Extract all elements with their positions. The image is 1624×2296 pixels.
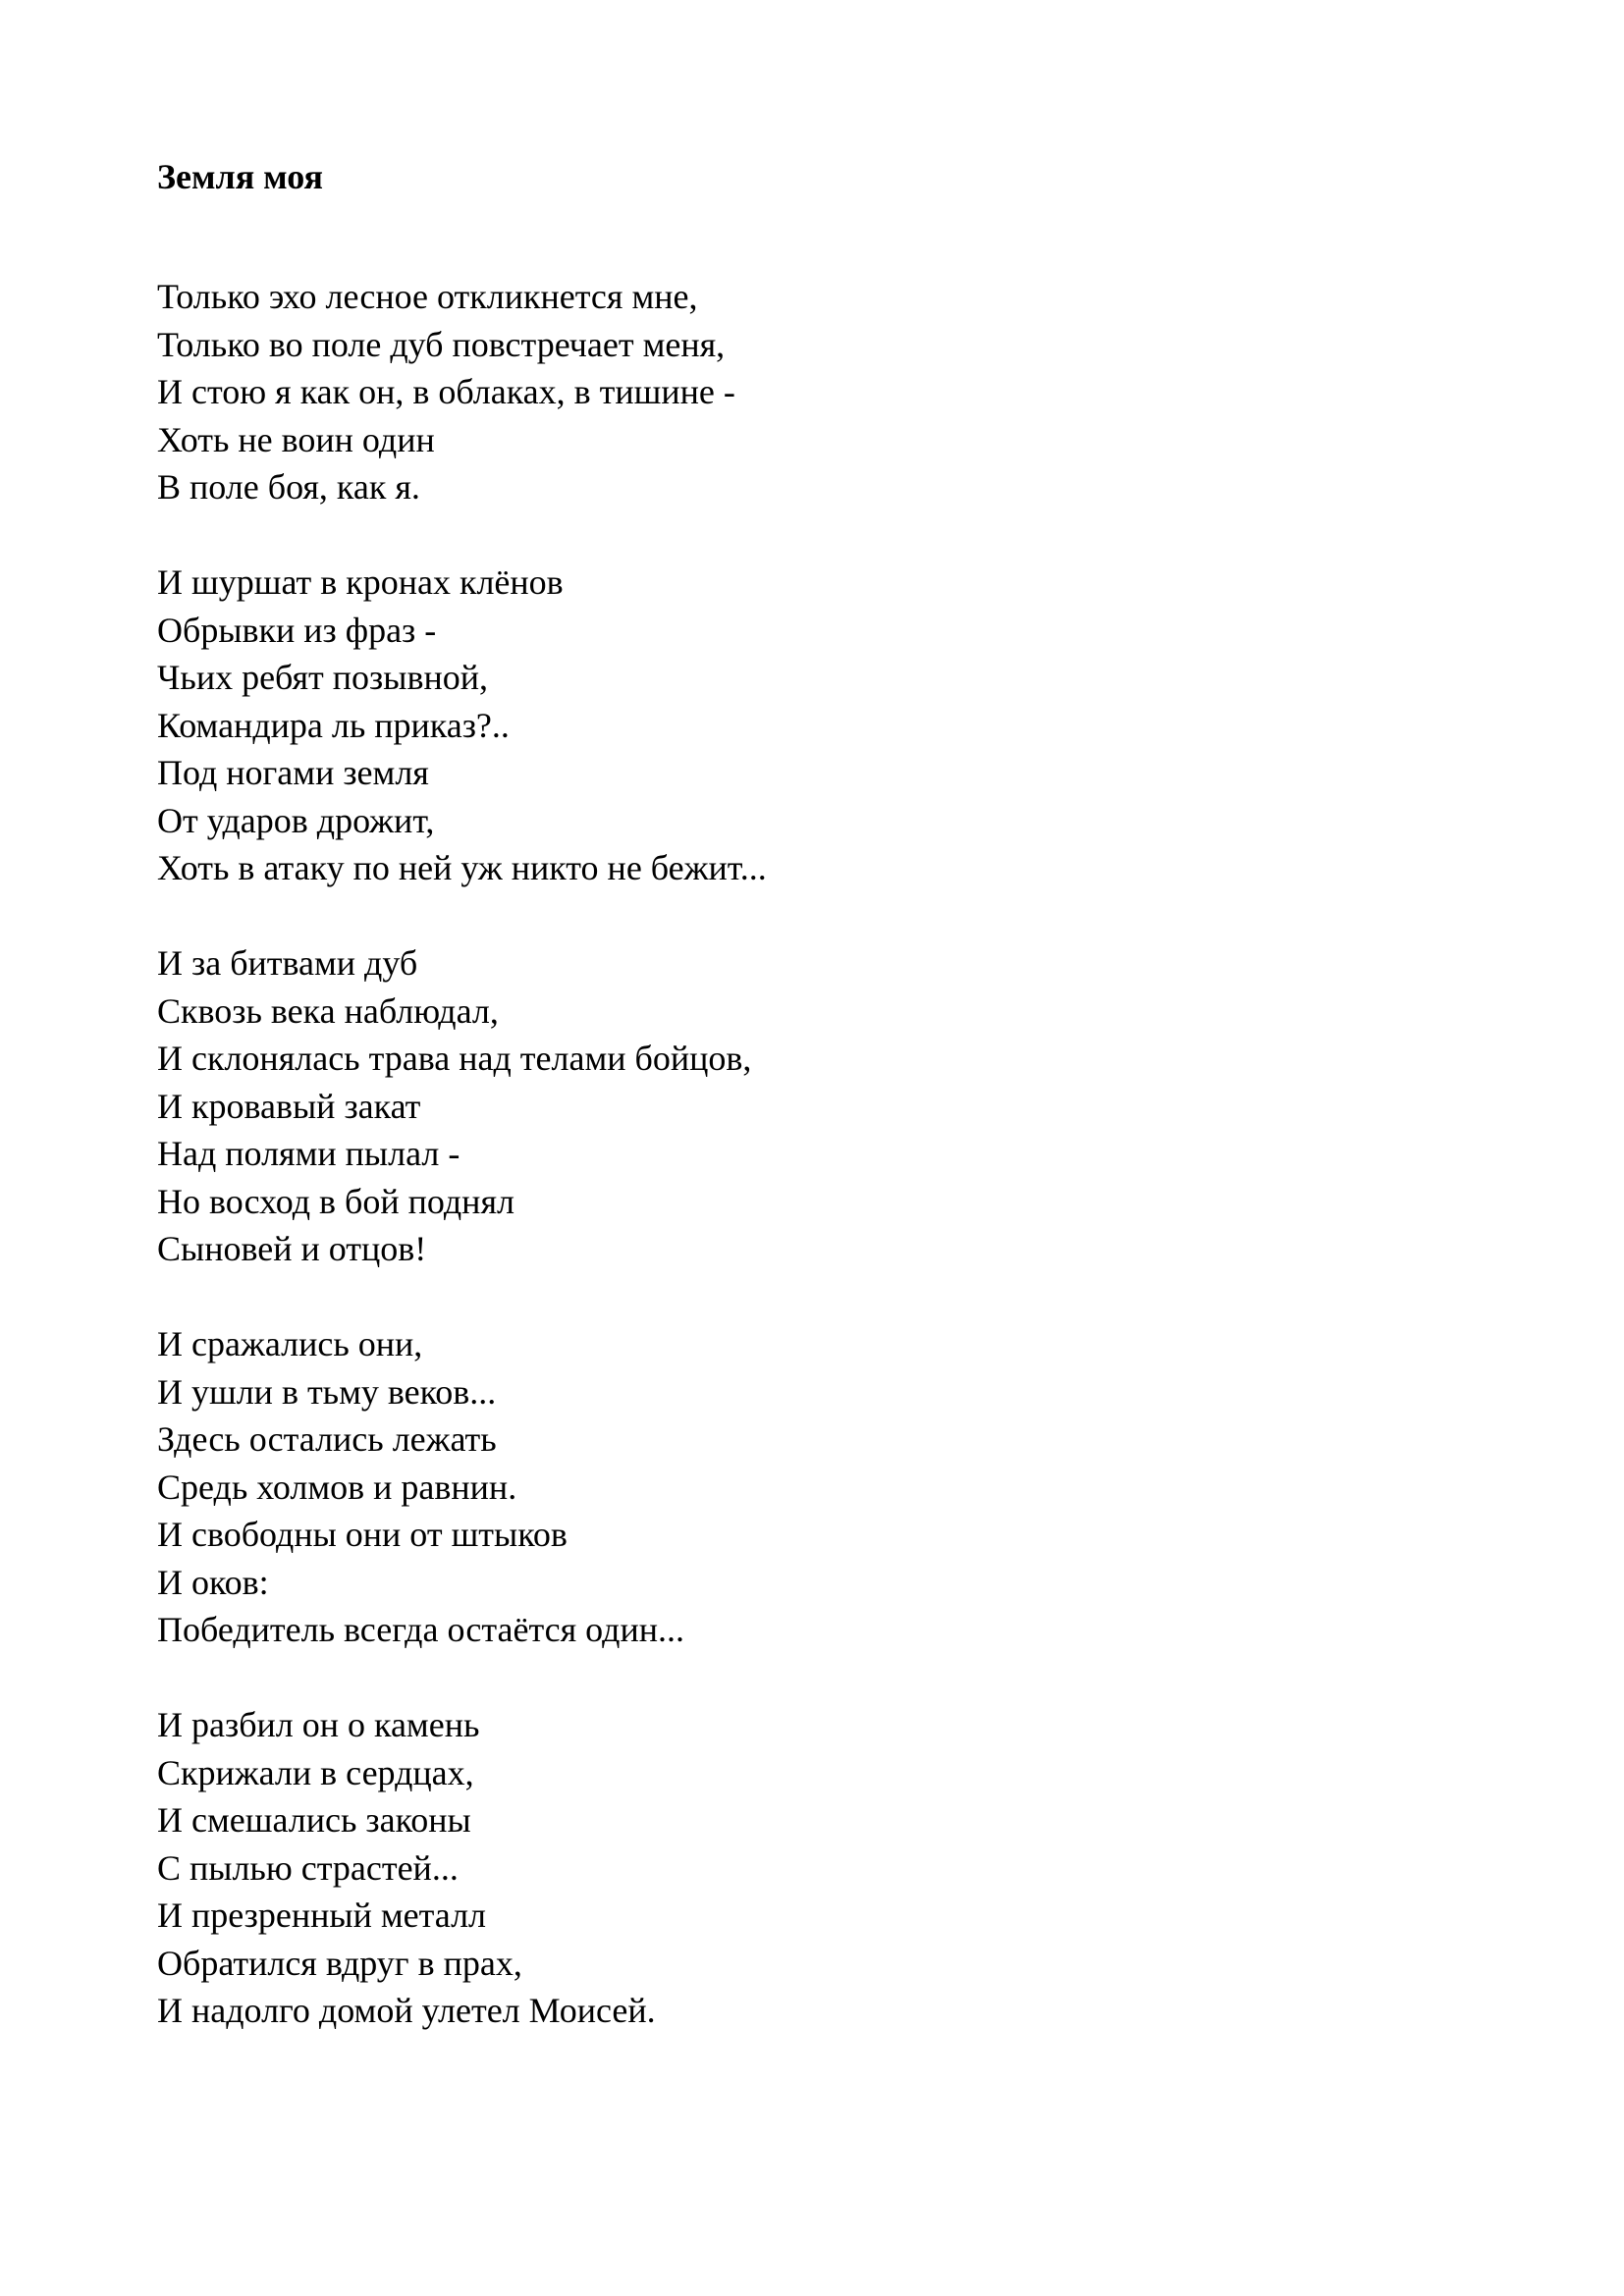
poem-line: Над полями пылал - <box>157 1134 460 1173</box>
poem-line: Хоть в атаку по ней уж никто не бежит... <box>157 848 767 887</box>
stanza-3 <box>157 939 1512 1273</box>
poem-line: И разбил он о камень <box>157 1705 480 1744</box>
poem-line: И склонялась трава над телами бойцов, <box>157 1039 752 1078</box>
poem-line: Под ногами земля <box>157 753 429 792</box>
poem-line: И оков: <box>157 1562 269 1602</box>
poem-line: И надолго домой улетел Моисей. <box>157 1991 656 2030</box>
poem-line: И стою я как он, в облаках, в тишине - <box>157 372 735 411</box>
poem-line: И презренный металл <box>157 1896 487 1935</box>
poem-line: Командира ль приказ?.. <box>157 705 510 745</box>
poem-line: И смешались законы <box>157 1800 471 1840</box>
poem-line: Хоть не воин один <box>157 419 435 459</box>
poem-line: Здесь остались лежать <box>157 1419 497 1459</box>
poem-line: Только эхо лесное откликнется мне, <box>157 277 698 316</box>
stanza-1 <box>157 273 1512 511</box>
stanza-4 <box>157 1320 1512 1654</box>
poem-line: От ударов дрожит, <box>157 800 435 840</box>
stanza-5 <box>157 1701 1512 2035</box>
poem-line: Обрывки из фраз - <box>157 610 437 650</box>
poem-body <box>157 273 1512 2082</box>
poem-line: Средь холмов и равнин. <box>157 1467 517 1507</box>
poem-title: Земля моя <box>157 157 324 196</box>
poem-line: И ушли в тьму веков... <box>157 1371 497 1412</box>
poem-line: И шуршат в кронах клёнов <box>157 562 564 602</box>
poem-line: Сквозь века наблюдал, <box>157 990 499 1031</box>
poem-line: Только во поле дуб повстречает меня, <box>157 324 726 364</box>
poem-line: И сражались они, <box>157 1324 423 1363</box>
poem-line: Скрижали в сердцах, <box>157 1752 474 1792</box>
poem-line: Чьих ребят позывной, <box>157 658 488 697</box>
poem-line: С пылью страстей... <box>157 1847 459 1888</box>
poem-line: Обратился вдруг в прах, <box>157 1943 522 1983</box>
poem-line: Победитель всегда остаётся один... <box>157 1610 684 1649</box>
poem-line: И за битвами дуб <box>157 943 418 983</box>
poem-line: В поле боя, как я. <box>157 467 420 507</box>
poem-line: Сыновей и отцов! <box>157 1229 427 1268</box>
poem-line: Но восход в бой поднял <box>157 1181 514 1221</box>
stanza-2 <box>157 559 1512 892</box>
poem-line: И свободны они от штыков <box>157 1515 568 1554</box>
poem-line: И кровавый закат <box>157 1086 421 1126</box>
